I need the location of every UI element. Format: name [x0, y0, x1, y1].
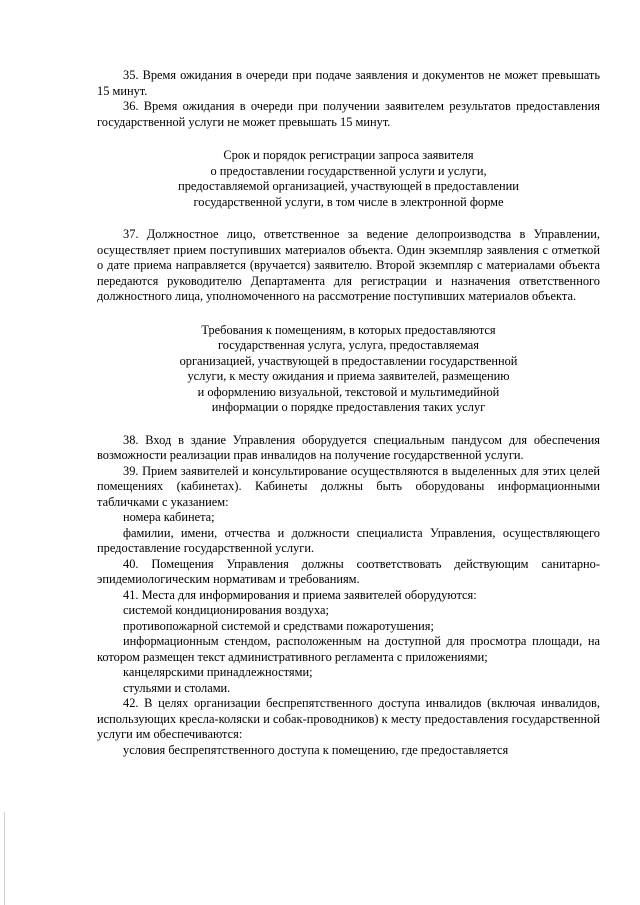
section-heading-premises [97, 323, 600, 416]
heading-line: предоставляемой организацией, участвующей в предоставлении [178, 179, 519, 193]
heading-line: государственная услуга, услуга, предоставляемая [217, 338, 480, 352]
list-item: фамилии, имени, отчества и должности специалиста Управления, осуществляющего предоставление государственной услуги. [97, 525, 600, 555]
section-heading-registration [97, 148, 600, 210]
heading-line: о предоставлении государственной услуги и услуги, [210, 163, 487, 178]
list-item: условия беспрепятственного доступа к помещению, где предоставляется [123, 742, 509, 757]
document-body [97, 68, 600, 758]
heading-line: Требования к помещениям, в которых предоставляются [201, 322, 496, 337]
list-item: канцелярскими принадлежностями; [123, 665, 313, 679]
list-item: номера кабинета; [123, 510, 215, 524]
heading-line: государственной услуги, в том числе в электронной форме [193, 194, 504, 209]
paragraph-36: 36. Время ожидания в очереди при получении заявителем результатов предоставления государственной услуги не может превышать 15 минут. [97, 99, 600, 129]
heading-line: Срок и порядок регистрации запроса заявителя [223, 148, 474, 162]
list-item: системой кондиционирования воздуха; [123, 603, 329, 617]
paragraph-40: 40. Помещения Управления должны соответствовать действующим санитарно-эпидемиологическим нормативам и требованиям. [97, 556, 600, 586]
heading-line: организацией, участвующей в предоставлении государственной [179, 353, 518, 368]
heading-line: и оформлению визуальной, текстовой и мультимедийной [197, 384, 500, 399]
paragraph-42: 42. В целях организации беспрепятственного доступа инвалидов (включая инвалидов, использующих кресла-коляски и собак-проводников) к месту предоставления государственной услуги им обеспечиваются: [97, 696, 600, 741]
heading-line: информации о порядке предоставления таких услуг [211, 400, 486, 414]
paragraph-37: 37. Должностное лицо, ответственное за ведение делопроизводства в Управлении, осуществляет прием поступивших материалов объекта. Один экземпляр заявления с отметкой о дате приема направляется (вручается) заявителю. Второй экземпляр с материалами объекта передаются руководителю Департамента для регистрации и назначения ответственного должностного лица, уполномоченного на рассмотрение поступивших материалов объекта. [97, 227, 600, 303]
scan-edge-line [4, 812, 5, 905]
list-item: информационным стендом, расположенным на доступной для просмотра площади, на котором размещен текст административного регламента с приложениями; [97, 634, 600, 664]
paragraph-38: 38. Вход в здание Управления оборудуется специальным пандусом для обеспечения возможности реализации прав инвалидов на получение государственной услуги. [97, 432, 600, 462]
list-item: противопожарной системой и средствами пожаротушения; [123, 618, 434, 633]
paragraph-35: 35. Время ожидания в очереди при подаче заявления и документов не может превышать 15 минут. [97, 68, 600, 98]
list-item: стульями и столами. [123, 680, 231, 695]
heading-line: услуги, к месту ожидания и приема заявителей, размещению [187, 369, 510, 383]
paragraph-39: 39. Прием заявителей и консультирование осуществляются в выделенных для этих целей помещениях (кабинетах). Кабинеты должны быть оборудованы информационными табличками с указанием: [97, 463, 600, 509]
paragraph-41: 41. Места для информирования и приема заявителей оборудуются: [123, 587, 477, 602]
